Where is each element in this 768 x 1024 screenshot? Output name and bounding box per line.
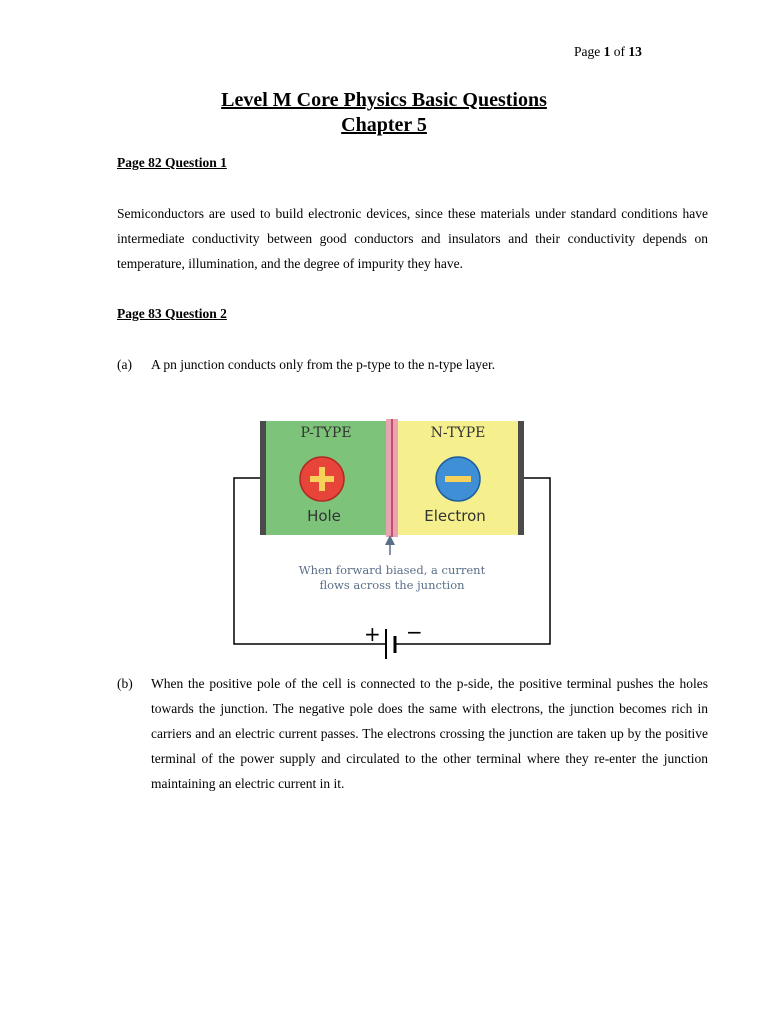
caption-line-1: When forward biased, a current <box>298 563 486 577</box>
p-type-label: P-TYPE <box>300 425 352 441</box>
pn-junction-diagram <box>230 405 560 663</box>
answer-q1: Semiconductors are used to build electronic devices, since these materials under standard conditions have intermediate conductivity between good conductors and insulators and their conductivity depends on temperature, illumination, and the degree of impurity they have. <box>117 206 708 271</box>
item-label: (b) <box>117 676 133 691</box>
page-number: Page 1 of 13 <box>574 44 642 59</box>
cell-plus-sign: + <box>364 622 381 646</box>
hole-label: Hole <box>307 507 341 525</box>
chapter-title: Chapter 5 <box>341 114 427 136</box>
answer-q2a <box>117 352 708 377</box>
left-contact <box>260 421 266 535</box>
n-type-label: N-TYPE <box>430 425 486 441</box>
section-heading-q1: Page 82 Question 1 <box>117 155 227 170</box>
item-text: When the positive pole of the cell is connected to the p-side, the positive terminal pushes the holes towards the junction. The negative pole does the same with electrons, the junction becomes rich in carriers and an electric current passes. The electrons crossing the junction are taken up by the positive terminal of the power supply and circulated to the other terminal where they re-enter the junction maintaining an electric current in it. <box>151 676 708 791</box>
item-text: A pn junction conducts only from the p-type to the n-type layer. <box>151 357 496 372</box>
caption-line-2: flows across the junction <box>319 578 465 592</box>
document-title: Level M Core Physics Basic Questions <box>221 89 547 111</box>
answer-q2b <box>117 671 708 796</box>
section-heading-q2: Page 83 Question 2 <box>117 306 227 321</box>
item-label: (a) <box>117 357 132 372</box>
electron-label: Electron <box>424 507 486 525</box>
cell-minus-sign: − <box>406 620 423 644</box>
right-contact <box>518 421 524 535</box>
